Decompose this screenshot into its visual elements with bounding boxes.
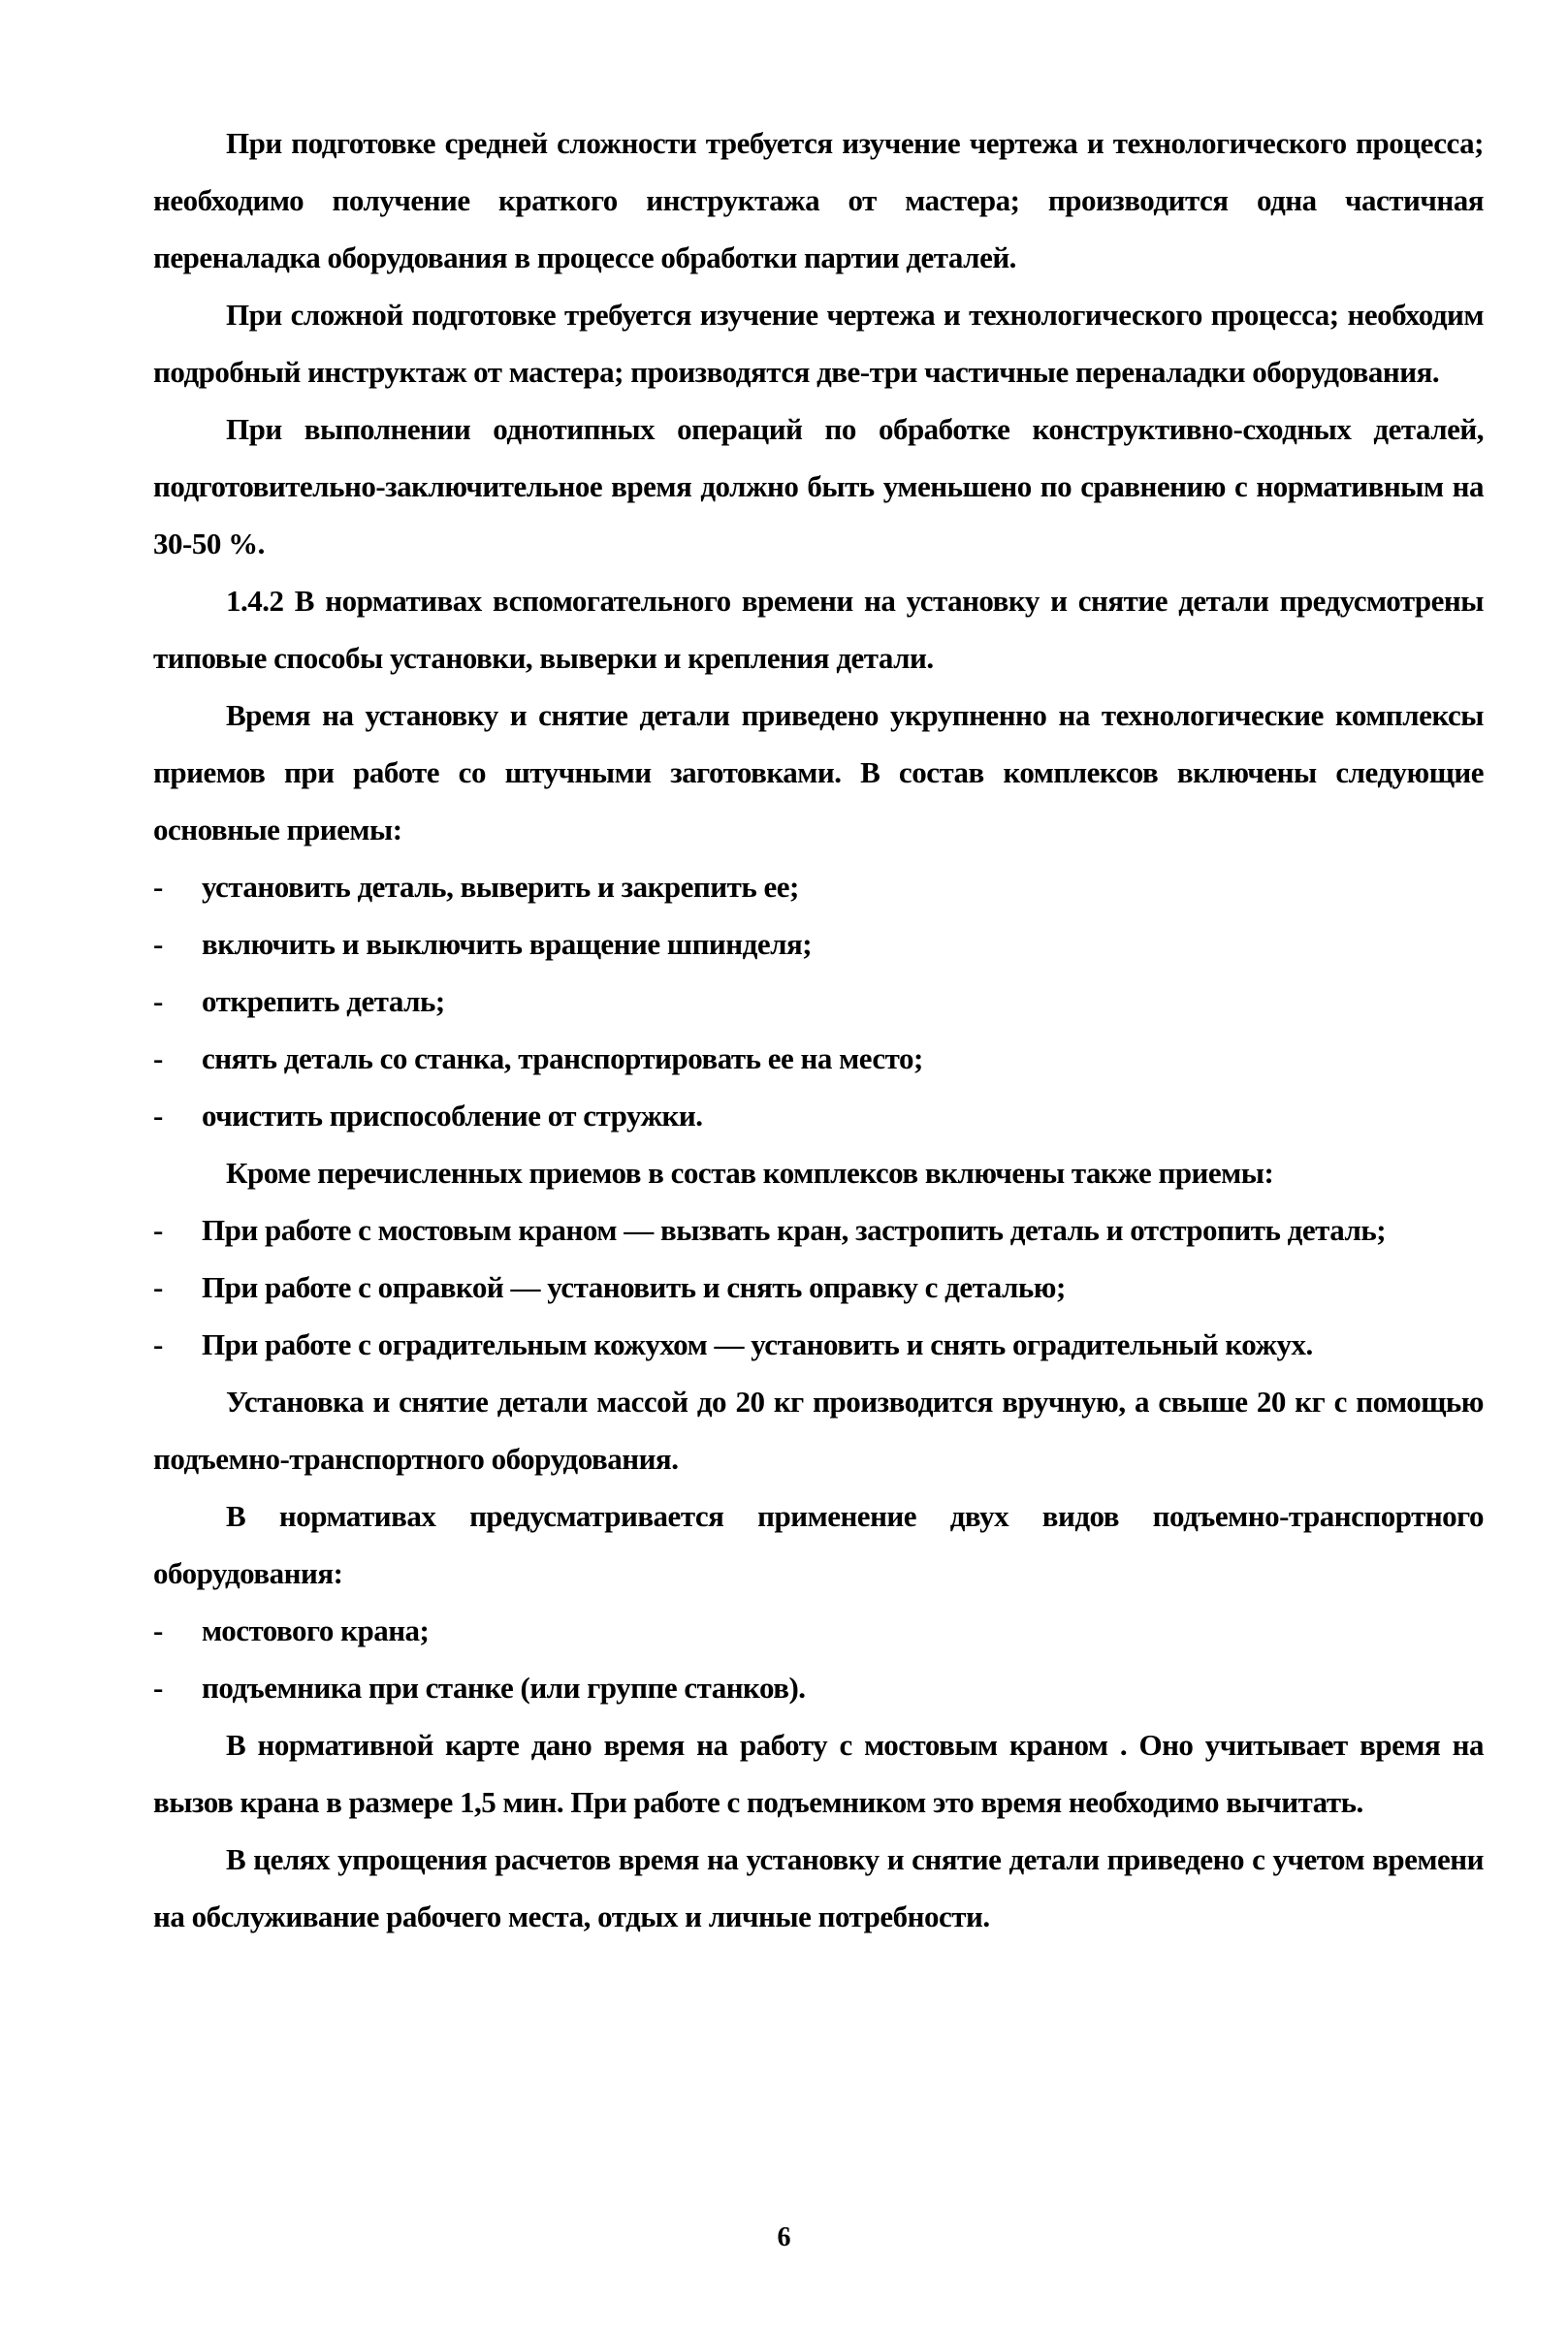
list-item-text: подъемника при станке (или группе станков).	[202, 1671, 806, 1705]
list-dash: -	[153, 870, 163, 904]
list-dash: -	[153, 984, 163, 1018]
list-dash: -	[153, 1099, 163, 1133]
paragraph-also-included: Кроме перечисленных приемов в состав комплексов включены также приемы:	[226, 1156, 1274, 1190]
list-item	[153, 1659, 1484, 1716]
page-number: 6	[777, 2222, 791, 2252]
list-dash: -	[153, 1327, 163, 1361]
list-item-text: установить деталь, выверить и закрепить ее;	[202, 870, 799, 904]
list-main-techniques	[153, 858, 1484, 1144]
list-item-text: При работе с оградительным кожухом — установить и снять оградительный кожух.	[202, 1327, 1313, 1361]
section-number: 1.4.2	[226, 584, 284, 618]
list-dash: -	[153, 1671, 163, 1705]
list-item-text: открепить деталь;	[202, 984, 445, 1018]
list-item-text: снять деталь со станка, транспортировать ее на место;	[202, 1041, 923, 1075]
list-item	[153, 858, 1484, 915]
list-item-text: мостового крана;	[202, 1613, 430, 1647]
list-equipment	[153, 1602, 1484, 1716]
list-item	[153, 973, 1484, 1030]
list-item	[153, 1316, 1484, 1373]
document-body	[153, 114, 1484, 1945]
list-item-text: При работе с мостовым краном — вызвать кран, застропить деталь и отстропить деталь;	[202, 1213, 1387, 1247]
paragraph-complexes: Время на установку и снятие детали приведено укрупненно на технологические комплексы приемов при работе со штучными заготовками. В состав комплексов включены следующие основные приемы:	[153, 698, 1484, 846]
paragraph-normative-card: В нормативной карте дано время на работу с мостовым краном . Оно учитывает время на вызов крана в размере 1,5 мин. При работе с подъемником это время необходимо вычитать.	[153, 1728, 1484, 1819]
paragraph-final: В целях упрощения расчетов время на установку и снятие детали приведено с учетом времени на обслуживание рабочего места, отдых и личные потребности.	[153, 1842, 1484, 1933]
list-item-text: включить и выключить вращение шпинделя;	[202, 927, 813, 961]
list-additional-techniques	[153, 1201, 1484, 1373]
list-item	[153, 915, 1484, 973]
paragraph-complex-preparation: При сложной подготовке требуется изучение чертежа и технологического процесса; необходим подробный инструктаж от мастера; производятся две-три частичные переналадки оборудования.	[153, 298, 1484, 389]
paragraph-mass: Установка и снятие детали массой до 20 кг производится вручную, а свыше 20 кг с помощью подъемно-транспортного оборудования.	[153, 1385, 1484, 1476]
list-item	[153, 1087, 1484, 1144]
list-item-text: очистить приспособление от стружки.	[202, 1099, 703, 1133]
section-text: В нормативах вспомогательного времени на установку и снятие детали предусмотрены типовые способы установки, выверки и крепления детали.	[153, 584, 1484, 675]
list-dash: -	[153, 1613, 163, 1647]
list-dash: -	[153, 927, 163, 961]
paragraph-equipment: В нормативах предусматривается применение двух видов подъемно-транспортного оборудования:	[153, 1499, 1484, 1590]
list-dash: -	[153, 1041, 163, 1075]
list-item	[153, 1201, 1484, 1259]
list-item	[153, 1259, 1484, 1316]
paragraph-medium-preparation: При подготовке средней сложности требуется изучение чертежа и технологического процесса; необходимо получение краткого инструктажа от мастера; производится одна частичная переналадка оборудования в процессе обработки партии деталей.	[153, 126, 1484, 274]
paragraph-similar-operations: При выполнении однотипных операций по обработке конструктивно-сходных деталей, подготовительно-заключительное время должно быть уменьшено по сравнению с нормативным на 30-50 %.	[153, 412, 1484, 560]
list-dash: -	[153, 1270, 163, 1304]
section-1-4-2	[153, 572, 1484, 686]
list-item	[153, 1030, 1484, 1087]
list-item	[153, 1602, 1484, 1659]
list-dash: -	[153, 1213, 163, 1247]
list-item-text: При работе с оправкой — установить и снять оправку с деталью;	[202, 1270, 1066, 1304]
